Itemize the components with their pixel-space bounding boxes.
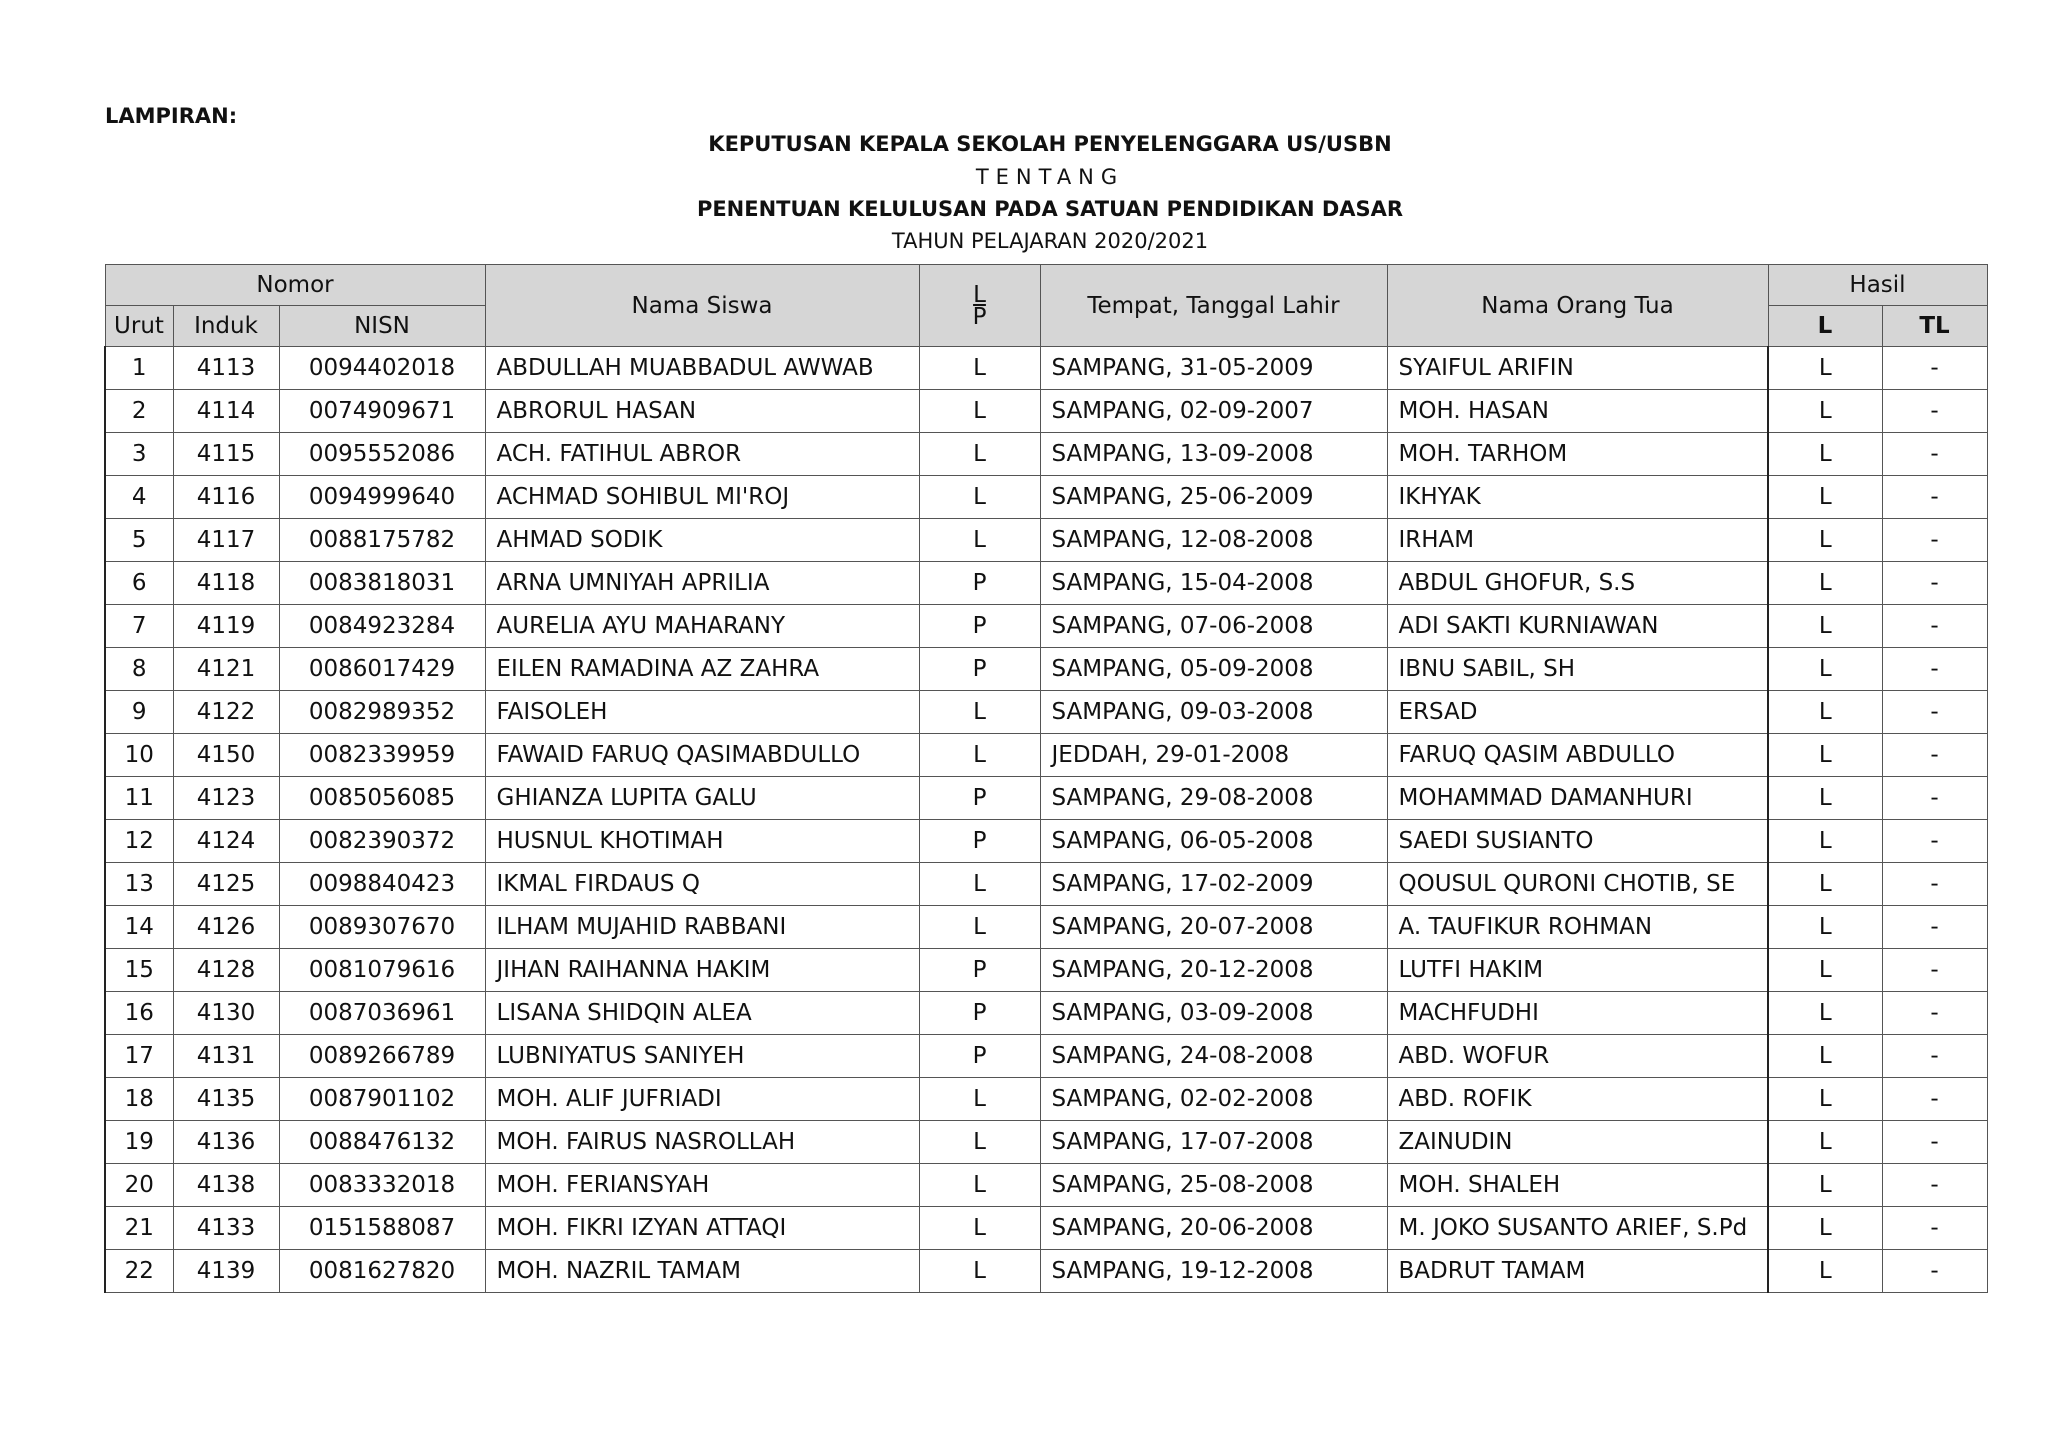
- cell-nama-orang-tua: MOH. SHALEH: [1387, 1164, 1768, 1207]
- header-lp-p: P: [972, 303, 987, 330]
- cell-induk: 4133: [173, 1207, 279, 1250]
- cell-hasil-tl: -: [1882, 476, 1987, 519]
- cell-induk: 4118: [173, 562, 279, 605]
- cell-tempat-tanggal-lahir: SAMPANG, 02-09-2007: [1040, 390, 1387, 433]
- cell-hasil-tl: -: [1882, 1121, 1987, 1164]
- header-hasil: Hasil: [1768, 265, 1987, 306]
- cell-induk: 4117: [173, 519, 279, 562]
- table-row: [105, 476, 1987, 519]
- cell-hasil-l: L: [1768, 949, 1882, 992]
- cell-tempat-tanggal-lahir: SAMPANG, 12-08-2008: [1040, 519, 1387, 562]
- table-row: [105, 1207, 1987, 1250]
- cell-nisn: 0086017429: [279, 648, 485, 691]
- cell-hasil-tl: -: [1882, 519, 1987, 562]
- cell-hasil-l: L: [1768, 1207, 1882, 1250]
- cell-hasil-l: L: [1768, 820, 1882, 863]
- cell-hasil-tl: -: [1882, 992, 1987, 1035]
- cell-nama-siswa: LUBNIYATUS SANIYEH: [485, 1035, 919, 1078]
- cell-hasil-l: L: [1768, 1121, 1882, 1164]
- cell-tempat-tanggal-lahir: SAMPANG, 17-07-2008: [1040, 1121, 1387, 1164]
- cell-nisn: 0094402018: [279, 347, 485, 390]
- cell-hasil-l: L: [1768, 777, 1882, 820]
- header-urut: Urut: [105, 306, 173, 347]
- cell-tempat-tanggal-lahir: SAMPANG, 02-02-2008: [1040, 1078, 1387, 1121]
- cell-urut: 8: [105, 648, 173, 691]
- cell-hasil-l: L: [1768, 605, 1882, 648]
- cell-urut: 15: [105, 949, 173, 992]
- cell-induk: 4126: [173, 906, 279, 949]
- cell-nisn: 0098840423: [279, 863, 485, 906]
- cell-hasil-l: L: [1768, 433, 1882, 476]
- cell-tempat-tanggal-lahir: SAMPANG, 25-06-2009: [1040, 476, 1387, 519]
- cell-nama-siswa: MOH. FERIANSYAH: [485, 1164, 919, 1207]
- cell-urut: 22: [105, 1250, 173, 1293]
- cell-hasil-tl: -: [1882, 1078, 1987, 1121]
- cell-tempat-tanggal-lahir: SAMPANG, 31-05-2009: [1040, 347, 1387, 390]
- cell-nama-siswa: GHIANZA LUPITA GALU: [485, 777, 919, 820]
- cell-nama-orang-tua: IBNU SABIL, SH: [1387, 648, 1768, 691]
- table-row: [105, 906, 1987, 949]
- cell-nama-siswa: MOH. FAIRUS NASROLLAH: [485, 1121, 919, 1164]
- cell-hasil-tl: -: [1882, 949, 1987, 992]
- cell-tempat-tanggal-lahir: JEDDAH, 29-01-2008: [1040, 734, 1387, 777]
- cell-induk: 4119: [173, 605, 279, 648]
- cell-hasil-l: L: [1768, 347, 1882, 390]
- cell-jenis-kelamin: L: [919, 1078, 1040, 1121]
- cell-tempat-tanggal-lahir: SAMPANG, 29-08-2008: [1040, 777, 1387, 820]
- cell-jenis-kelamin: L: [919, 1207, 1040, 1250]
- cell-hasil-tl: -: [1882, 347, 1987, 390]
- cell-tempat-tanggal-lahir: SAMPANG, 05-09-2008: [1040, 648, 1387, 691]
- cell-induk: 4113: [173, 347, 279, 390]
- cell-tempat-tanggal-lahir: SAMPANG, 20-07-2008: [1040, 906, 1387, 949]
- cell-nisn: 0082390372: [279, 820, 485, 863]
- cell-induk: 4116: [173, 476, 279, 519]
- table-row: [105, 1035, 1987, 1078]
- cell-tempat-tanggal-lahir: SAMPANG, 19-12-2008: [1040, 1250, 1387, 1293]
- cell-nama-orang-tua: SYAIFUL ARIFIN: [1387, 347, 1768, 390]
- cell-nama-orang-tua: ABD. WOFUR: [1387, 1035, 1768, 1078]
- header-hasil-tl: TL: [1882, 306, 1987, 347]
- cell-jenis-kelamin: P: [919, 562, 1040, 605]
- cell-hasil-l: L: [1768, 906, 1882, 949]
- cell-induk: 4136: [173, 1121, 279, 1164]
- cell-jenis-kelamin: P: [919, 820, 1040, 863]
- header-orang-tua: Nama Orang Tua: [1387, 265, 1768, 347]
- cell-nisn: 0151588087: [279, 1207, 485, 1250]
- cell-tempat-tanggal-lahir: SAMPANG, 20-12-2008: [1040, 949, 1387, 992]
- document-subject: PENENTUAN KELULUSAN PADA SATUAN PENDIDIKAN DASAR: [696, 197, 1404, 221]
- cell-hasil-l: L: [1768, 992, 1882, 1035]
- cell-induk: 4121: [173, 648, 279, 691]
- cell-nama-orang-tua: IKHYAK: [1387, 476, 1768, 519]
- cell-nama-siswa: MOH. ALIF JUFRIADI: [485, 1078, 919, 1121]
- cell-nama-orang-tua: MOH. TARHOM: [1387, 433, 1768, 476]
- cell-nama-siswa: MOH. NAZRIL TAMAM: [485, 1250, 919, 1293]
- table-row: [105, 390, 1987, 433]
- cell-induk: 4114: [173, 390, 279, 433]
- cell-nama-orang-tua: ADI SAKTI KURNIAWAN: [1387, 605, 1768, 648]
- cell-hasil-l: L: [1768, 476, 1882, 519]
- cell-nisn: 0088476132: [279, 1121, 485, 1164]
- cell-nisn: 0083332018: [279, 1164, 485, 1207]
- header-hasil-l: L: [1768, 306, 1882, 347]
- cell-tempat-tanggal-lahir: SAMPANG, 20-06-2008: [1040, 1207, 1387, 1250]
- cell-tempat-tanggal-lahir: SAMPANG, 25-08-2008: [1040, 1164, 1387, 1207]
- cell-tempat-tanggal-lahir: SAMPANG, 13-09-2008: [1040, 433, 1387, 476]
- cell-nama-orang-tua: MOH. HASAN: [1387, 390, 1768, 433]
- cell-hasil-tl: -: [1882, 906, 1987, 949]
- cell-urut: 10: [105, 734, 173, 777]
- cell-induk: 4115: [173, 433, 279, 476]
- cell-nisn: 0085056085: [279, 777, 485, 820]
- cell-nisn: 0087036961: [279, 992, 485, 1035]
- table-row: [105, 691, 1987, 734]
- cell-hasil-tl: -: [1882, 390, 1987, 433]
- cell-nisn: 0083818031: [279, 562, 485, 605]
- cell-hasil-tl: -: [1882, 1207, 1987, 1250]
- cell-hasil-tl: -: [1882, 433, 1987, 476]
- cell-tempat-tanggal-lahir: SAMPANG, 03-09-2008: [1040, 992, 1387, 1035]
- cell-tempat-tanggal-lahir: SAMPANG, 15-04-2008: [1040, 562, 1387, 605]
- table-row: [105, 648, 1987, 691]
- cell-tempat-tanggal-lahir: SAMPANG, 07-06-2008: [1040, 605, 1387, 648]
- cell-urut: 9: [105, 691, 173, 734]
- table-body: [105, 347, 1987, 1293]
- cell-hasil-l: L: [1768, 691, 1882, 734]
- table-row: [105, 519, 1987, 562]
- cell-hasil-tl: -: [1882, 648, 1987, 691]
- cell-nisn: 0088175782: [279, 519, 485, 562]
- cell-jenis-kelamin: P: [919, 777, 1040, 820]
- cell-nama-orang-tua: QOUSUL QURONI CHOTIB, SE: [1387, 863, 1768, 906]
- header-induk: Induk: [173, 306, 279, 347]
- table-row: [105, 820, 1987, 863]
- cell-nama-orang-tua: FARUQ QASIM ABDULLO: [1387, 734, 1768, 777]
- table-row: [105, 605, 1987, 648]
- cell-nisn: 0081627820: [279, 1250, 485, 1293]
- cell-nama-siswa: MOH. FIKRI IZYAN ATTAQI: [485, 1207, 919, 1250]
- cell-nama-siswa: AHMAD SODIK: [485, 519, 919, 562]
- cell-nama-siswa: ARNA UMNIYAH APRILIA: [485, 562, 919, 605]
- cell-induk: 4150: [173, 734, 279, 777]
- cell-hasil-l: L: [1768, 863, 1882, 906]
- cell-nama-orang-tua: LUTFI HAKIM: [1387, 949, 1768, 992]
- cell-hasil-tl: -: [1882, 1164, 1987, 1207]
- cell-hasil-tl: -: [1882, 820, 1987, 863]
- cell-hasil-l: L: [1768, 648, 1882, 691]
- cell-hasil-tl: -: [1882, 1250, 1987, 1293]
- cell-induk: 4123: [173, 777, 279, 820]
- cell-nisn: 0089307670: [279, 906, 485, 949]
- cell-hasil-tl: -: [1882, 1035, 1987, 1078]
- cell-nama-orang-tua: IRHAM: [1387, 519, 1768, 562]
- cell-nisn: 0084923284: [279, 605, 485, 648]
- cell-jenis-kelamin: P: [919, 605, 1040, 648]
- cell-nama-siswa: ABRORUL HASAN: [485, 390, 919, 433]
- cell-urut: 16: [105, 992, 173, 1035]
- table-row: [105, 992, 1987, 1035]
- cell-hasil-l: L: [1768, 519, 1882, 562]
- cell-nama-siswa: ABDULLAH MUABBADUL AWWAB: [485, 347, 919, 390]
- table-row: [105, 562, 1987, 605]
- cell-jenis-kelamin: L: [919, 1250, 1040, 1293]
- cell-nama-siswa: EILEN RAMADINA AZ ZAHRA: [485, 648, 919, 691]
- cell-hasil-tl: -: [1882, 605, 1987, 648]
- table-row: [105, 1164, 1987, 1207]
- cell-jenis-kelamin: L: [919, 906, 1040, 949]
- cell-nama-siswa: ACH. FATIHUL ABROR: [485, 433, 919, 476]
- cell-hasil-l: L: [1768, 1250, 1882, 1293]
- cell-nama-orang-tua: BADRUT TAMAM: [1387, 1250, 1768, 1293]
- cell-nama-siswa: FAWAID FARUQ QASIMABDULLO: [485, 734, 919, 777]
- cell-jenis-kelamin: L: [919, 476, 1040, 519]
- lampiran-label: LAMPIRAN:: [105, 104, 238, 128]
- cell-induk: 4122: [173, 691, 279, 734]
- cell-jenis-kelamin: L: [919, 863, 1040, 906]
- cell-jenis-kelamin: L: [919, 734, 1040, 777]
- cell-urut: 20: [105, 1164, 173, 1207]
- header-nomor: Nomor: [105, 265, 485, 306]
- cell-hasil-tl: -: [1882, 777, 1987, 820]
- academic-year: TAHUN PELAJARAN 2020/2021: [891, 229, 1209, 253]
- cell-nisn: 0095552086: [279, 433, 485, 476]
- cell-induk: 4139: [173, 1250, 279, 1293]
- cell-nama-orang-tua: MACHFUDHI: [1387, 992, 1768, 1035]
- table-row: [105, 1121, 1987, 1164]
- cell-hasil-tl: -: [1882, 691, 1987, 734]
- cell-hasil-tl: -: [1882, 863, 1987, 906]
- cell-nama-orang-tua: ERSAD: [1387, 691, 1768, 734]
- cell-tempat-tanggal-lahir: SAMPANG, 09-03-2008: [1040, 691, 1387, 734]
- cell-urut: 5: [105, 519, 173, 562]
- cell-hasil-l: L: [1768, 1078, 1882, 1121]
- table-row: [105, 1078, 1987, 1121]
- cell-hasil-tl: -: [1882, 562, 1987, 605]
- cell-nisn: 0094999640: [279, 476, 485, 519]
- document-title: KEPUTUSAN KEPALA SEKOLAH PENYELENGGARA US/USBN: [708, 132, 1392, 156]
- header-nisn: NISN: [279, 306, 485, 347]
- cell-nisn: 0082339959: [279, 734, 485, 777]
- table-row: [105, 863, 1987, 906]
- cell-jenis-kelamin: L: [919, 1164, 1040, 1207]
- cell-urut: 2: [105, 390, 173, 433]
- cell-nama-orang-tua: MOHAMMAD DAMANHURI: [1387, 777, 1768, 820]
- cell-jenis-kelamin: P: [919, 949, 1040, 992]
- cell-induk: 4125: [173, 863, 279, 906]
- table-row: [105, 433, 1987, 476]
- cell-jenis-kelamin: P: [919, 648, 1040, 691]
- cell-urut: 3: [105, 433, 173, 476]
- cell-nama-orang-tua: M. JOKO SUSANTO ARIEF, S.Pd: [1387, 1207, 1768, 1250]
- cell-induk: 4135: [173, 1078, 279, 1121]
- cell-nisn: 0089266789: [279, 1035, 485, 1078]
- cell-hasil-l: L: [1768, 1035, 1882, 1078]
- cell-urut: 12: [105, 820, 173, 863]
- cell-jenis-kelamin: L: [919, 691, 1040, 734]
- cell-urut: 17: [105, 1035, 173, 1078]
- table-row: [105, 777, 1987, 820]
- cell-hasil-tl: -: [1882, 734, 1987, 777]
- table-row: [105, 1250, 1987, 1293]
- cell-nama-orang-tua: ZAINUDIN: [1387, 1121, 1768, 1164]
- cell-nisn: 0082989352: [279, 691, 485, 734]
- cell-urut: 13: [105, 863, 173, 906]
- cell-urut: 4: [105, 476, 173, 519]
- cell-jenis-kelamin: L: [919, 390, 1040, 433]
- cell-urut: 7: [105, 605, 173, 648]
- cell-tempat-tanggal-lahir: SAMPANG, 17-02-2009: [1040, 863, 1387, 906]
- cell-jenis-kelamin: P: [919, 1035, 1040, 1078]
- cell-urut: 6: [105, 562, 173, 605]
- cell-induk: 4124: [173, 820, 279, 863]
- cell-induk: 4130: [173, 992, 279, 1035]
- cell-nama-siswa: LISANA SHIDQIN ALEA: [485, 992, 919, 1035]
- cell-urut: 21: [105, 1207, 173, 1250]
- cell-nisn: 0087901102: [279, 1078, 485, 1121]
- header-lp: [919, 265, 1040, 347]
- cell-nama-siswa: ILHAM MUJAHID RABBANI: [485, 906, 919, 949]
- cell-nama-orang-tua: ABD. ROFIK: [1387, 1078, 1768, 1121]
- cell-urut: 11: [105, 777, 173, 820]
- cell-nama-siswa: JIHAN RAIHANNA HAKIM: [485, 949, 919, 992]
- cell-jenis-kelamin: L: [919, 519, 1040, 562]
- cell-jenis-kelamin: L: [919, 433, 1040, 476]
- cell-nama-siswa: ACHMAD SOHIBUL MI'ROJ: [485, 476, 919, 519]
- cell-hasil-l: L: [1768, 1164, 1882, 1207]
- header-lp-l: L: [973, 281, 986, 308]
- cell-urut: 1: [105, 347, 173, 390]
- cell-tempat-tanggal-lahir: SAMPANG, 06-05-2008: [1040, 820, 1387, 863]
- cell-induk: 4131: [173, 1035, 279, 1078]
- cell-nama-orang-tua: A. TAUFIKUR ROHMAN: [1387, 906, 1768, 949]
- cell-urut: 14: [105, 906, 173, 949]
- cell-nisn: 0074909671: [279, 390, 485, 433]
- cell-nama-orang-tua: SAEDI SUSIANTO: [1387, 820, 1768, 863]
- cell-nisn: 0081079616: [279, 949, 485, 992]
- cell-urut: 18: [105, 1078, 173, 1121]
- cell-jenis-kelamin: L: [919, 1121, 1040, 1164]
- cell-jenis-kelamin: P: [919, 992, 1040, 1035]
- header-nama-siswa: Nama Siswa: [485, 265, 919, 347]
- cell-hasil-l: L: [1768, 562, 1882, 605]
- cell-hasil-l: L: [1768, 734, 1882, 777]
- tentang-label: TENTANG: [975, 165, 1125, 189]
- cell-urut: 19: [105, 1121, 173, 1164]
- cell-jenis-kelamin: L: [919, 347, 1040, 390]
- cell-nama-siswa: IKMAL FIRDAUS Q: [485, 863, 919, 906]
- table-row: [105, 949, 1987, 992]
- cell-hasil-l: L: [1768, 390, 1882, 433]
- graduation-table: [104, 264, 1988, 1293]
- cell-nama-orang-tua: ABDUL GHOFUR, S.S: [1387, 562, 1768, 605]
- table-row: [105, 734, 1987, 777]
- table-row: [105, 347, 1987, 390]
- header-ttl: Tempat, Tanggal Lahir: [1040, 265, 1387, 347]
- cell-nama-siswa: AURELIA AYU MAHARANY: [485, 605, 919, 648]
- cell-induk: 4128: [173, 949, 279, 992]
- cell-tempat-tanggal-lahir: SAMPANG, 24-08-2008: [1040, 1035, 1387, 1078]
- cell-nama-siswa: FAISOLEH: [485, 691, 919, 734]
- cell-nama-siswa: HUSNUL KHOTIMAH: [485, 820, 919, 863]
- cell-induk: 4138: [173, 1164, 279, 1207]
